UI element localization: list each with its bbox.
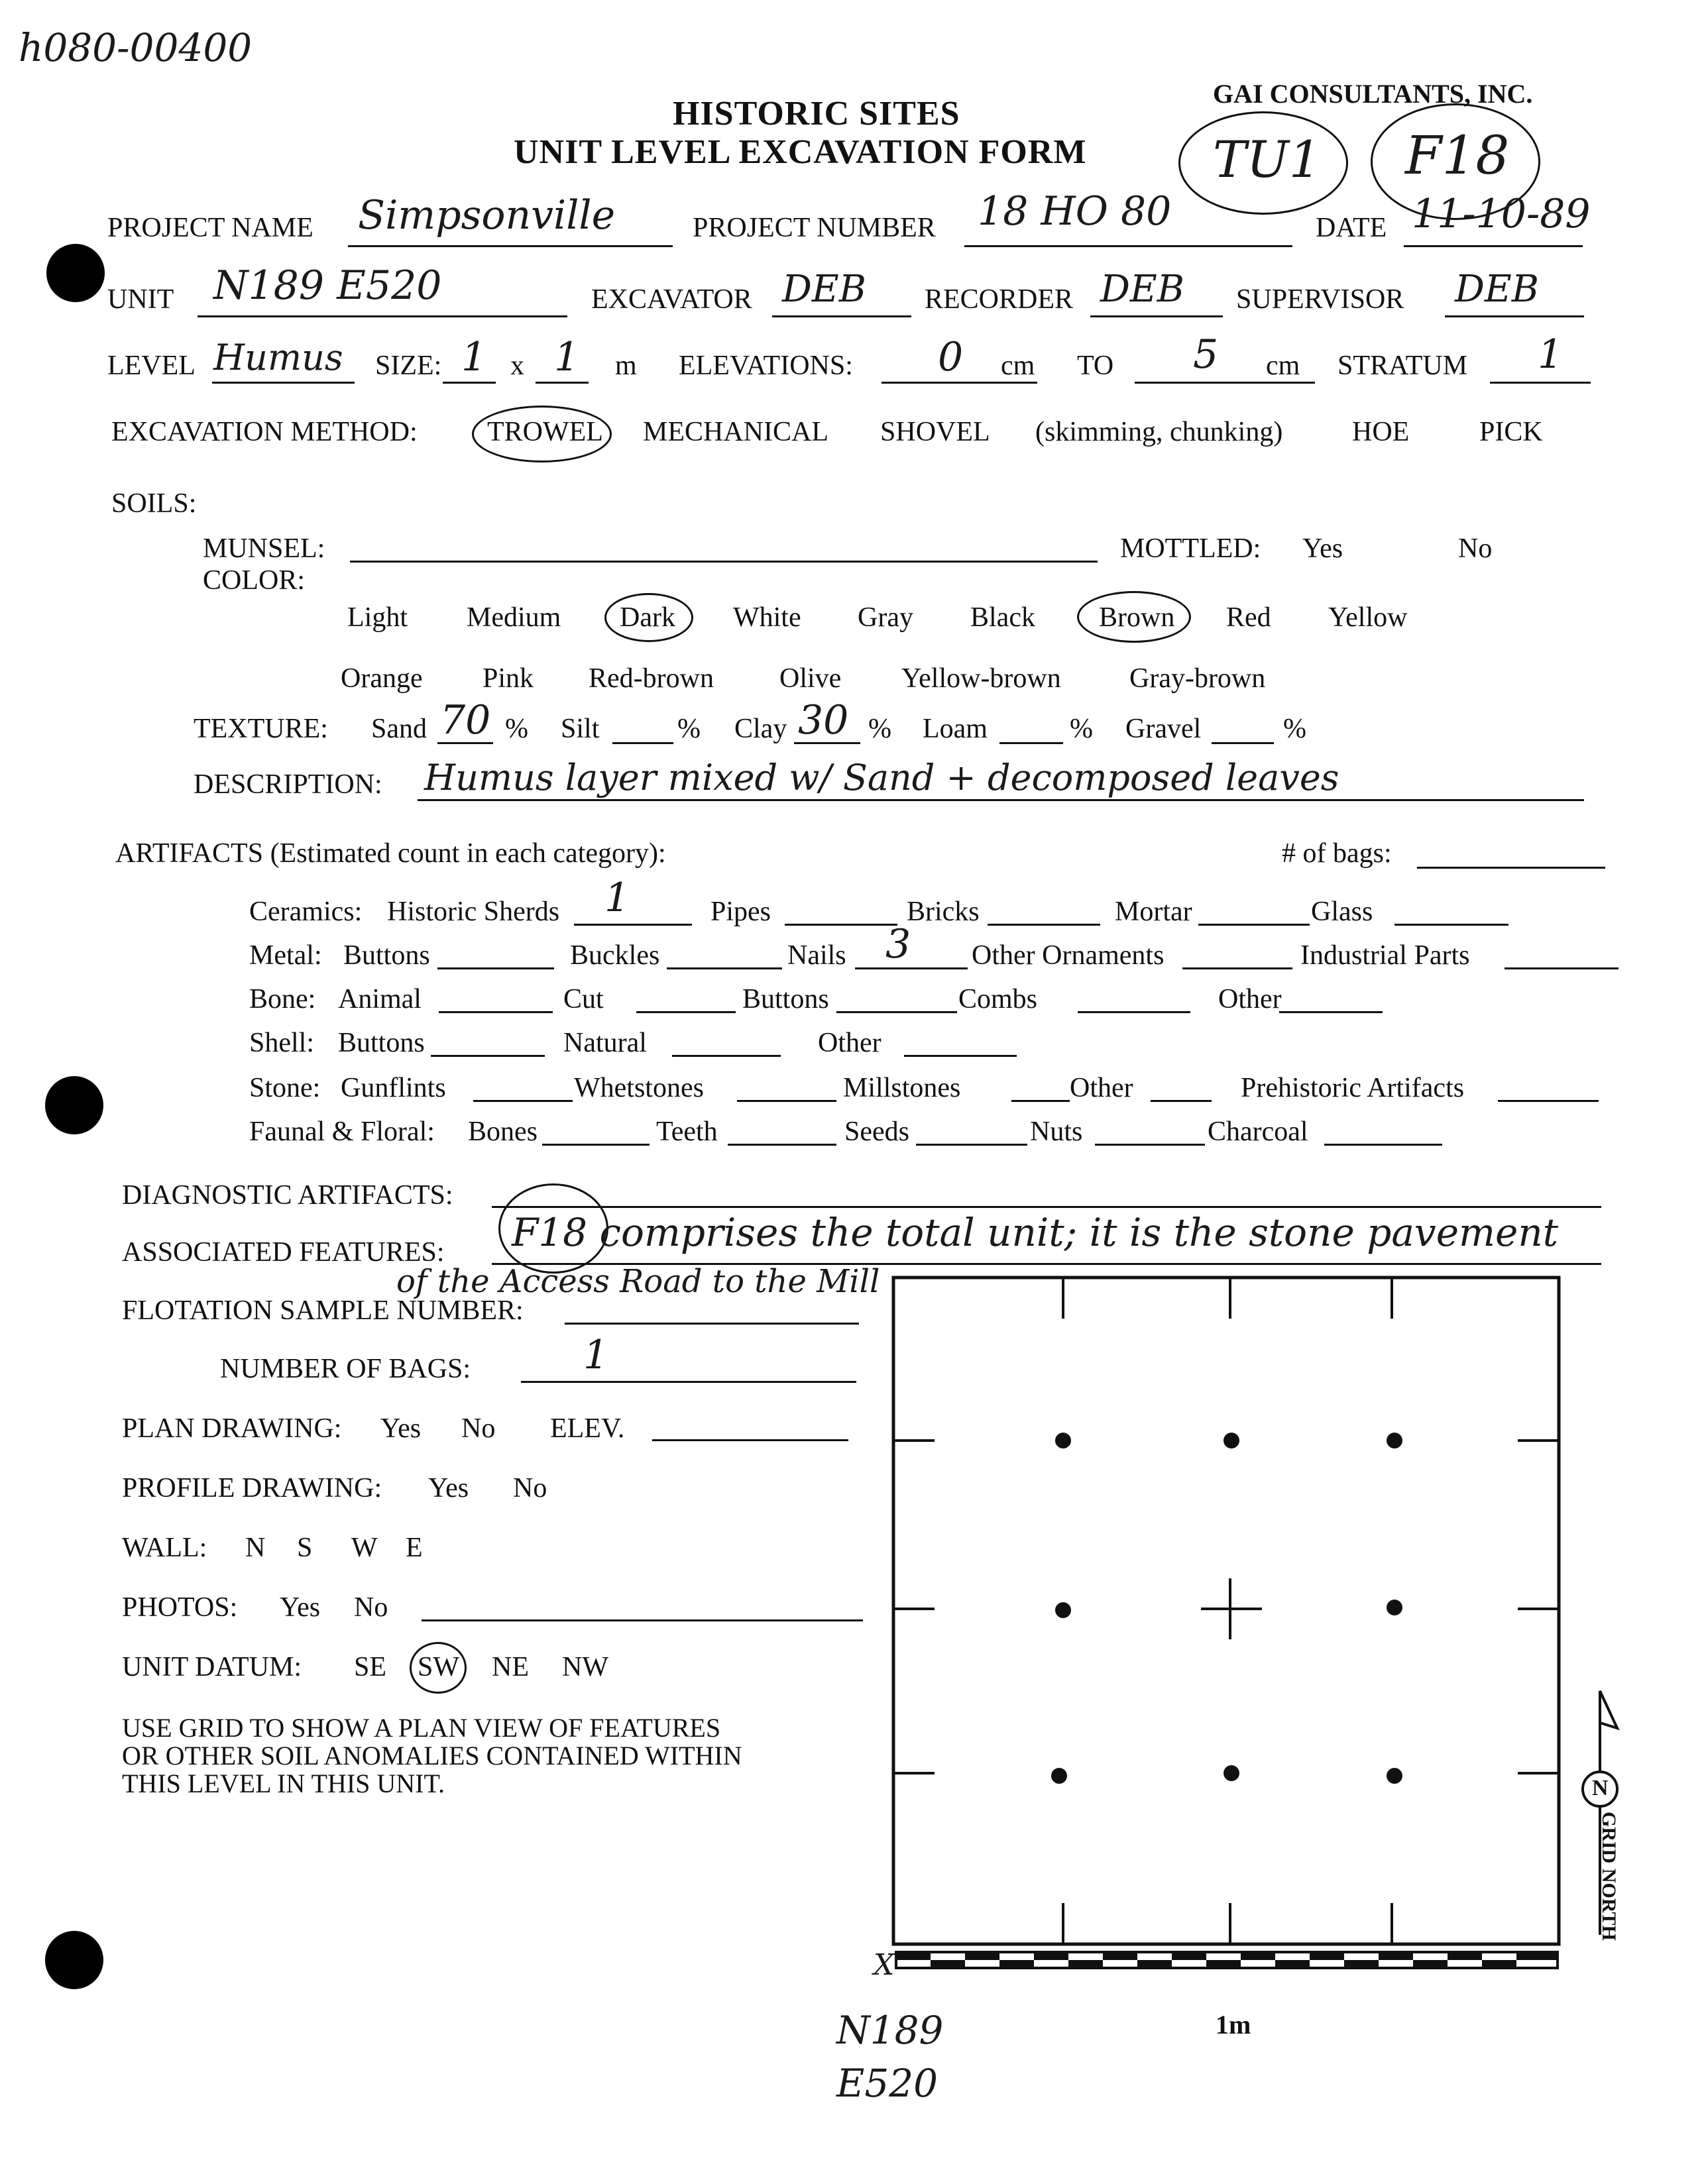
project-number-label: PROJECT NUMBER: [693, 213, 936, 243]
grid-dot: [1051, 1768, 1067, 1784]
clay-value[interactable]: 30: [798, 697, 849, 743]
flotation-label: FLOTATION SAMPLE NUMBER:: [122, 1295, 524, 1326]
shell-buttons-label: Buttons: [338, 1028, 425, 1058]
elev-from-value[interactable]: 0: [938, 334, 964, 380]
artifact-bags-label: # of bags:: [1282, 838, 1392, 869]
mortar-label: Mortar: [1115, 897, 1192, 927]
level-value[interactable]: Humus: [213, 337, 343, 378]
wall-s[interactable]: S: [297, 1533, 313, 1563]
photos-label: PHOTOS:: [122, 1592, 238, 1623]
sand-pct: %: [505, 714, 528, 744]
grid-dot: [1223, 1765, 1239, 1781]
profile-yes[interactable]: Yes: [428, 1473, 469, 1503]
project-number-value[interactable]: 18 HO 80: [978, 188, 1172, 235]
color-orange[interactable]: Orange: [341, 663, 423, 694]
buckles-label: Buckles: [570, 940, 660, 971]
color-gray[interactable]: Gray: [858, 602, 913, 633]
color-pink[interactable]: Pink: [483, 663, 534, 694]
form-title-2: UNIT LEVEL EXCAVATION FORM: [514, 133, 1087, 171]
description-value[interactable]: Humus layer mixed w/ Sand + decomposed leaves: [424, 757, 1339, 798]
excavation-method-label: EXCAVATION METHOD:: [111, 417, 418, 447]
color-red[interactable]: Red: [1226, 602, 1271, 633]
wall-n[interactable]: N: [245, 1533, 266, 1563]
description-label: DESCRIPTION:: [194, 769, 382, 800]
north-letter: N: [1592, 1776, 1609, 1800]
gravel-pct: %: [1283, 714, 1306, 744]
excavator-label: EXCAVATOR: [591, 284, 752, 315]
gravel-label: Gravel: [1125, 714, 1202, 744]
recorder-value[interactable]: DEB: [1100, 268, 1184, 311]
grid-dot: [1223, 1433, 1239, 1448]
wall-label: WALL:: [122, 1533, 207, 1563]
photos-yes[interactable]: Yes: [280, 1592, 321, 1623]
ceramics-label: Ceramics:: [249, 897, 363, 927]
nuts-label: Nuts: [1030, 1117, 1083, 1147]
size-b-value[interactable]: 1: [554, 334, 580, 380]
sand-value[interactable]: 70: [440, 697, 491, 743]
color-gray-brown[interactable]: Gray-brown: [1129, 663, 1266, 694]
bones-label: Bones: [468, 1117, 538, 1147]
grid-dot: [1387, 1768, 1402, 1784]
datum-sw[interactable]: SW: [418, 1652, 459, 1682]
profile-no[interactable]: No: [513, 1473, 547, 1503]
combs-label: Combs: [958, 984, 1038, 1014]
prehistoric-label: Prehistoric Artifacts: [1241, 1073, 1465, 1103]
shell-label: Shell:: [249, 1028, 315, 1058]
datum-nw[interactable]: NW: [562, 1652, 608, 1682]
color-white[interactable]: White: [733, 602, 801, 633]
gunflints-label: Gunflints: [341, 1073, 446, 1103]
size-x: x: [510, 351, 524, 381]
clay-pct: %: [868, 714, 891, 744]
instruction-line-2: OR OTHER SOIL ANOMALIES CONTAINED WITHIN: [122, 1741, 742, 1771]
wall-w[interactable]: W: [351, 1533, 378, 1563]
photos-no[interactable]: No: [354, 1592, 388, 1623]
glass-label: Glass: [1311, 897, 1373, 927]
color-olive[interactable]: Olive: [779, 663, 842, 694]
tu-mark: TU1: [1213, 130, 1322, 189]
color-label: COLOR:: [203, 565, 306, 596]
color-medium[interactable]: Medium: [467, 602, 561, 633]
unit-datum-label: UNIT DATUM:: [122, 1652, 302, 1682]
cut-label: Cut: [563, 984, 604, 1014]
teeth-label: Teeth: [656, 1117, 718, 1147]
grid-dot: [1055, 1602, 1071, 1618]
animal-label: Animal: [338, 984, 422, 1014]
color-yellow[interactable]: Yellow: [1328, 602, 1408, 633]
elevations-label: ELEVATIONS:: [679, 351, 853, 381]
bone-label: Bone:: [249, 984, 316, 1014]
method-pick[interactable]: PICK: [1479, 417, 1543, 447]
supervisor-value[interactable]: DEB: [1455, 268, 1539, 311]
millstones-label: Millstones: [843, 1073, 961, 1103]
artifacts-label: ARTIFACTS (Estimated count in each category):: [115, 838, 666, 869]
mottled-yes[interactable]: Yes: [1302, 533, 1343, 564]
plan-elev-label: ELEV.: [550, 1413, 625, 1444]
associated-label: ASSOCIATED FEATURES:: [122, 1237, 445, 1268]
scan-id: h080-00400: [19, 25, 253, 70]
historic-sherds-value[interactable]: 1: [604, 875, 630, 921]
north-arrow-head: [1600, 1691, 1617, 1728]
method-shovel-note: (skimming, chunking): [1035, 417, 1283, 447]
plan-yes[interactable]: Yes: [380, 1413, 422, 1444]
elev-from-unit: cm: [1001, 351, 1035, 381]
color-dark[interactable]: Dark: [620, 602, 675, 633]
instruction-line-3: THIS LEVEL IN THIS UNIT.: [122, 1769, 445, 1798]
color-black[interactable]: Black: [970, 602, 1035, 633]
method-hoe[interactable]: HOE: [1352, 417, 1410, 447]
silt-pct: %: [677, 714, 701, 744]
date-label: DATE: [1316, 213, 1387, 243]
nails-label: Nails: [787, 940, 846, 971]
charcoal-label: Charcoal: [1208, 1117, 1308, 1147]
grid-dot: [1387, 1600, 1402, 1615]
unit-label: UNIT: [107, 284, 174, 315]
silt-label: Silt: [561, 714, 600, 744]
project-name-value[interactable]: Simpsonville: [358, 192, 616, 239]
grid-dot: [1055, 1433, 1071, 1448]
plan-no[interactable]: No: [461, 1413, 496, 1444]
corner-mark: X: [874, 1948, 895, 1982]
color-red-brown[interactable]: Red-brown: [589, 663, 714, 694]
faunal-label: Faunal & Floral:: [249, 1117, 435, 1147]
method-trowel[interactable]: TROWEL: [487, 417, 603, 447]
wall-e[interactable]: E: [406, 1533, 423, 1563]
recorder-label: RECORDER: [925, 284, 1074, 315]
bone-buttons-label: Buttons: [742, 984, 829, 1014]
elev-to-label: TO: [1077, 351, 1114, 381]
loam-label: Loam: [923, 714, 988, 744]
grid-border: [893, 1278, 1559, 1944]
unit-value[interactable]: N189 E520: [213, 262, 442, 309]
whetstones-label: Whetstones: [574, 1073, 704, 1103]
stratum-label: STRATUM: [1337, 351, 1468, 381]
elev-to-value[interactable]: 5: [1193, 331, 1219, 378]
date-value[interactable]: 11-10-89: [1412, 191, 1591, 237]
plan-drawing-label: PLAN DRAWING:: [122, 1413, 342, 1444]
color-yellow-brown[interactable]: Yellow-brown: [901, 663, 1061, 694]
scale-label: 1m: [1216, 2010, 1251, 2040]
diagnostic-label: DIAGNOSTIC ARTIFACTS:: [122, 1180, 453, 1211]
nails-value[interactable]: 3: [885, 921, 911, 967]
datum-se[interactable]: SE: [354, 1652, 387, 1682]
stone-label: Stone:: [249, 1073, 321, 1103]
company-name: GAI CONSULTANTS, INC.: [1213, 79, 1533, 109]
natural-label: Natural: [563, 1028, 647, 1058]
method-mechanical[interactable]: MECHANICAL: [643, 417, 828, 447]
bricks-label: Bricks: [907, 897, 980, 927]
color-brown[interactable]: Brown: [1099, 602, 1175, 633]
munsel-label: MUNSEL:: [203, 533, 325, 564]
shell-other-label: Other: [818, 1028, 881, 1058]
bone-other-label: Other: [1218, 984, 1282, 1014]
color-light[interactable]: Light: [347, 602, 408, 633]
elev-to-unit: cm: [1266, 351, 1300, 381]
mottled-no[interactable]: No: [1458, 533, 1493, 564]
datum-ne[interactable]: NE: [492, 1652, 529, 1682]
number-of-bags-label: NUMBER OF BAGS:: [220, 1354, 471, 1384]
grid-dot: [1387, 1433, 1402, 1448]
other-ornaments-label: Other Ornaments: [972, 940, 1165, 971]
associated-value-1[interactable]: F18 comprises the total unit; it is the stone pavement: [512, 1210, 1558, 1255]
seeds-label: Seeds: [844, 1117, 909, 1147]
corner-label-east: E520: [836, 2061, 938, 2106]
texture-label: TEXTURE:: [194, 714, 328, 744]
size-label: SIZE:: [375, 351, 442, 381]
excavator-value[interactable]: DEB: [782, 268, 866, 311]
loam-pct: %: [1070, 714, 1093, 744]
number-of-bags-value[interactable]: 1: [583, 1332, 609, 1378]
instruction-line-1: USE GRID TO SHOW A PLAN VIEW OF FEATURES: [122, 1713, 721, 1743]
grid-north-label: GRID NORTH: [1598, 1812, 1620, 1941]
supervisor-label: SUPERVISOR: [1236, 284, 1404, 315]
soils-label: SOILS:: [111, 488, 197, 519]
sand-label: Sand: [371, 714, 427, 744]
stratum-value[interactable]: 1: [1538, 331, 1564, 378]
clay-label: Clay: [734, 714, 787, 744]
profile-drawing-label: PROFILE DRAWING:: [122, 1473, 382, 1503]
metal-label: Metal:: [249, 940, 322, 971]
mottled-label: MOTTLED:: [1120, 533, 1261, 564]
feature-mark: F18: [1405, 125, 1510, 186]
metal-buttons-label: Buttons: [343, 940, 430, 971]
corner-label-north: N189: [836, 2008, 944, 2053]
historic-sherds-label: Historic Sherds: [387, 897, 560, 927]
size-unit: m: [615, 351, 637, 381]
level-label: LEVEL: [107, 351, 196, 381]
associated-value-2[interactable]: of the Access Road to the Mill: [396, 1263, 880, 1300]
method-shovel[interactable]: SHOVEL: [880, 417, 990, 447]
industrial-parts-label: Industrial Parts: [1300, 940, 1470, 971]
stone-other-label: Other: [1070, 1073, 1133, 1103]
project-name-label: PROJECT NAME: [107, 213, 313, 243]
form-title-1: HISTORIC SITES: [673, 95, 960, 133]
pipes-label: Pipes: [711, 897, 771, 927]
size-a-value[interactable]: 1: [461, 334, 487, 380]
